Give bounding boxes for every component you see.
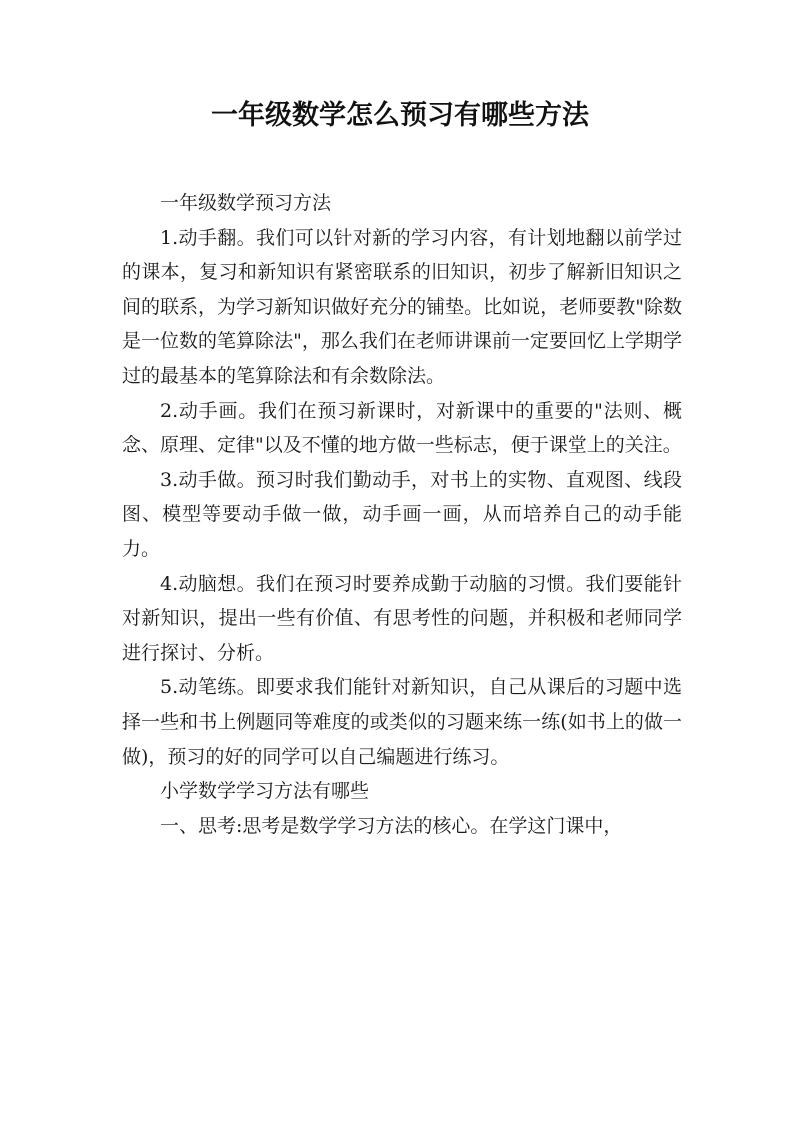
document-title: 一年级数学怎么预习有哪些方法 bbox=[211, 100, 589, 131]
paragraph-thinking: 一、思考:思考是数学学习方法的核心。在学这门课中， bbox=[160, 814, 623, 837]
paragraph-method-5: 5.动笔练。即要求我们能针对新知识，自己从课后的习题中选择一些和书上例题同等难度的或类似的习题来练一练(如书上的做一做)，预习的好的同学可以自己编题进行练习。 bbox=[122, 676, 682, 768]
subheading-preview-methods: 一年级数学预习方法 bbox=[160, 192, 332, 214]
paragraph-method-2: 2.动手画。我们在预习新课时，对新课中的重要的"法则、概念、原理、定律"以及不懂的地方做一些标志，便于课堂上的关注。 bbox=[122, 399, 682, 457]
document-body bbox=[122, 186, 682, 843]
subheading-learning-methods: 小学数学学习方法有哪些 bbox=[160, 780, 370, 803]
paragraph-method-1: 1.动手翻。我们可以针对新的学习内容，有计划地翻以前学过的课本，复习和新知识有紧密联系的旧知识，初步了解新旧知识之间的联系，为学习新知识做好充分的铺垫。比如说，老师要教"除数是一位数的笔算除法"，那么我们在老师讲课前一定要回忆上学期学过的最基本的笔算除法和有余数除法。 bbox=[122, 226, 682, 387]
paragraph-method-4: 4.动脑想。我们在预习时要养成勤于动脑的习惯。我们要能针对新知识，提出一些有价值、有思考性的问题，并积极和老师同学进行探讨、分析。 bbox=[122, 572, 682, 664]
paragraph-method-3: 3.动手做。预习时我们勤动手，对书上的实物、直观图、线段图、模型等要动手做一做，动手画一画，从而培养自己的动手能力。 bbox=[122, 468, 682, 560]
